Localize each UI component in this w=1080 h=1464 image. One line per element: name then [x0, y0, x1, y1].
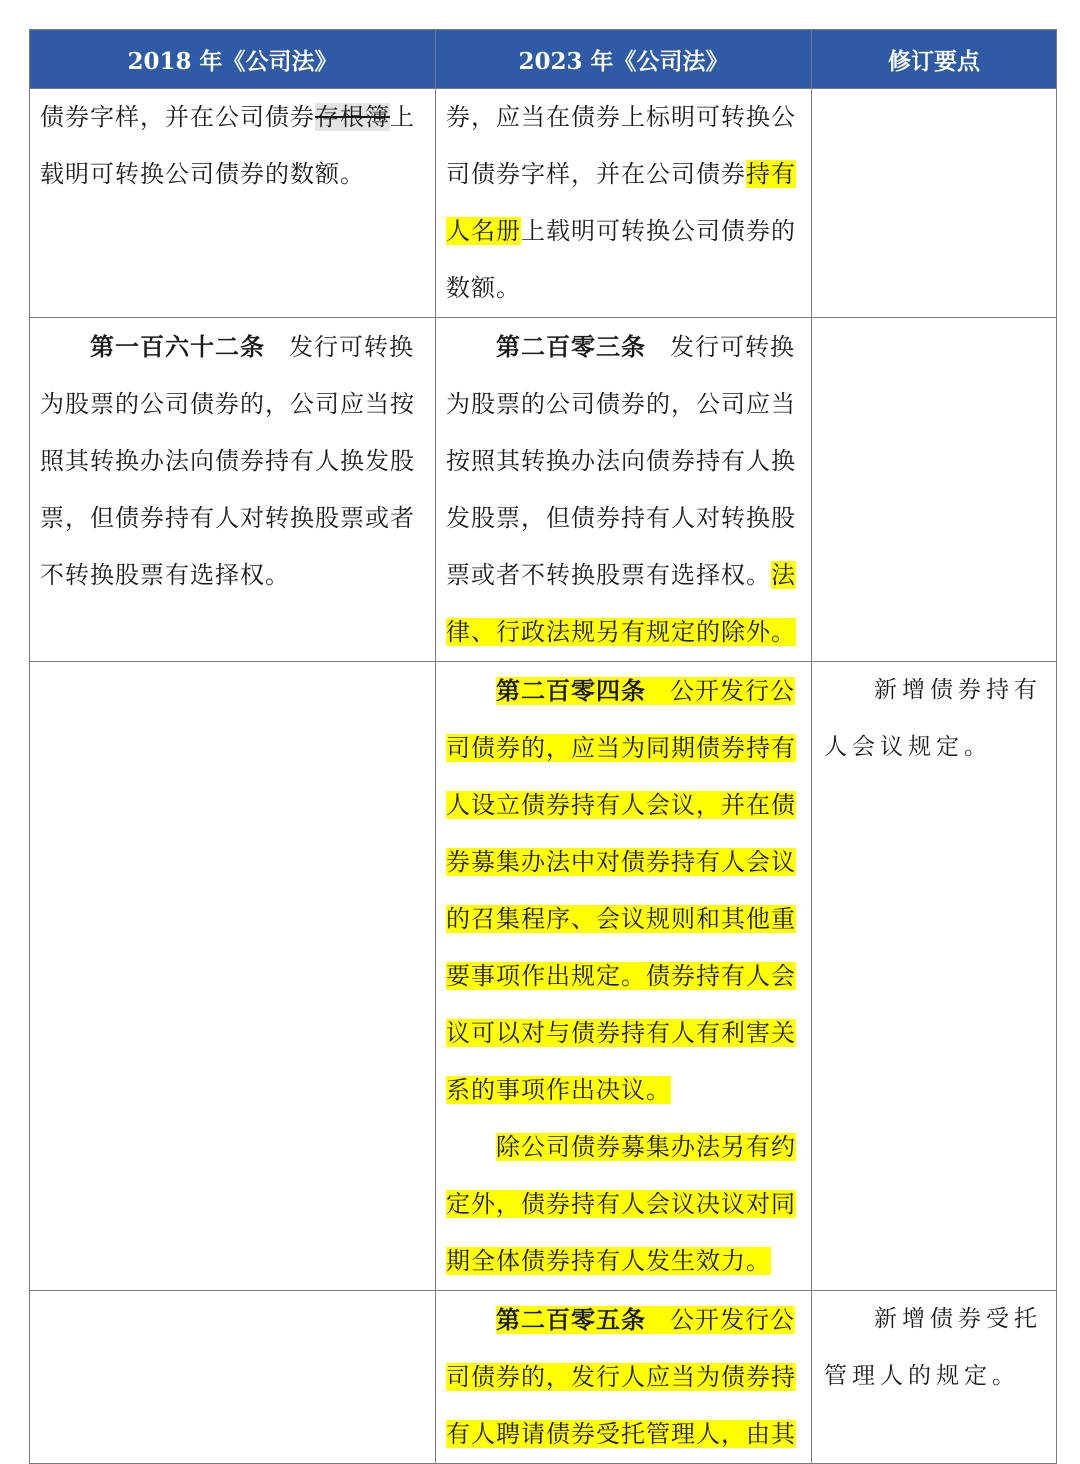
old-paragraph — [40, 89, 425, 203]
added-text — [446, 677, 796, 1104]
new-text: 发行可转换为股票的公司债券的，公司应当按照其转换办法向债券持有人换发股票，但债券持有人对转换股票或者不转换股票有选择权。 — [446, 333, 796, 589]
added-text: 除公司债券募集办法另有约定外，债券持有人会议决议对同期全体债券持有人发生效力。 — [446, 1133, 796, 1275]
header-2023-law: 2023 年《公司法》 — [436, 30, 812, 89]
article-number: 第二百零五条 — [496, 1305, 646, 1334]
added-text: 持有人名册 — [446, 160, 796, 245]
table-row — [30, 89, 1057, 318]
cell-2023 — [436, 318, 812, 662]
old-text: 发行可转换为股票的公司债券的，公司应当按照其转换办法向债券持有人换发股票，但债券持有人对转换股票或者不转换股票有选择权。 — [40, 333, 415, 589]
cell-2018 — [30, 89, 436, 318]
added-text — [446, 1306, 796, 1448]
cell-notes — [812, 89, 1057, 318]
cell-2018 — [30, 318, 436, 662]
new-text: 公开发行公司债券的，发行人应当为债券持有人聘请债券受托管理人，由其 — [446, 1306, 796, 1448]
deleted-text: 存根簿 — [315, 103, 390, 131]
article-number: 第一百六十二条 — [90, 332, 265, 361]
added-text: 法律、行政法规另有规定的除外。 — [446, 561, 796, 646]
new-text: 券，应当在债券上标明可转换公司债券字样，并在公司债券 — [446, 103, 796, 188]
cell-2018 — [30, 1291, 436, 1464]
article-number: 第二百零四条 — [496, 676, 646, 705]
new-text: 公开发行公司债券的，应当为同期债券持有人设立债券持有人会议，并在债券募集办法中对债券持有人会议的召集程序、会议规则和其他重要事项作出规定。债券持有人会议可以对与债券持有人有利害关系的事项作出决议。 — [446, 677, 796, 1104]
new-paragraph — [446, 1291, 801, 1463]
old-text: 债券字样，并在公司债券 — [40, 103, 315, 131]
table-header-row — [30, 30, 1057, 89]
cell-2018 — [30, 662, 436, 1291]
header-revision-notes: 修订要点 — [812, 30, 1057, 89]
cell-notes — [812, 662, 1057, 1291]
cell-2023 — [436, 662, 812, 1291]
table-row — [30, 662, 1057, 1291]
note-text: 新增债券受托管理人的规定。 — [824, 1306, 1042, 1389]
header-2018-law: 2018 年《公司法》 — [30, 30, 436, 89]
comparison-table — [29, 29, 1057, 1464]
cell-2023 — [436, 1291, 812, 1464]
new-paragraph — [446, 89, 801, 317]
cell-notes — [812, 1291, 1057, 1464]
note-text: 新增债券持有人会议规定。 — [824, 677, 1042, 760]
new-paragraph — [446, 662, 801, 1119]
article-number: 第二百零三条 — [496, 332, 646, 361]
new-paragraph — [446, 318, 801, 661]
cell-2023 — [436, 89, 812, 318]
old-text: 上载明可转换公司债券的数额。 — [40, 103, 415, 188]
new-paragraph — [446, 1119, 801, 1290]
cell-notes — [812, 318, 1057, 662]
old-paragraph — [40, 318, 425, 604]
table-row — [30, 318, 1057, 662]
new-text: 上载明可转换公司债券的数额。 — [446, 217, 796, 302]
table-row — [30, 1291, 1057, 1464]
